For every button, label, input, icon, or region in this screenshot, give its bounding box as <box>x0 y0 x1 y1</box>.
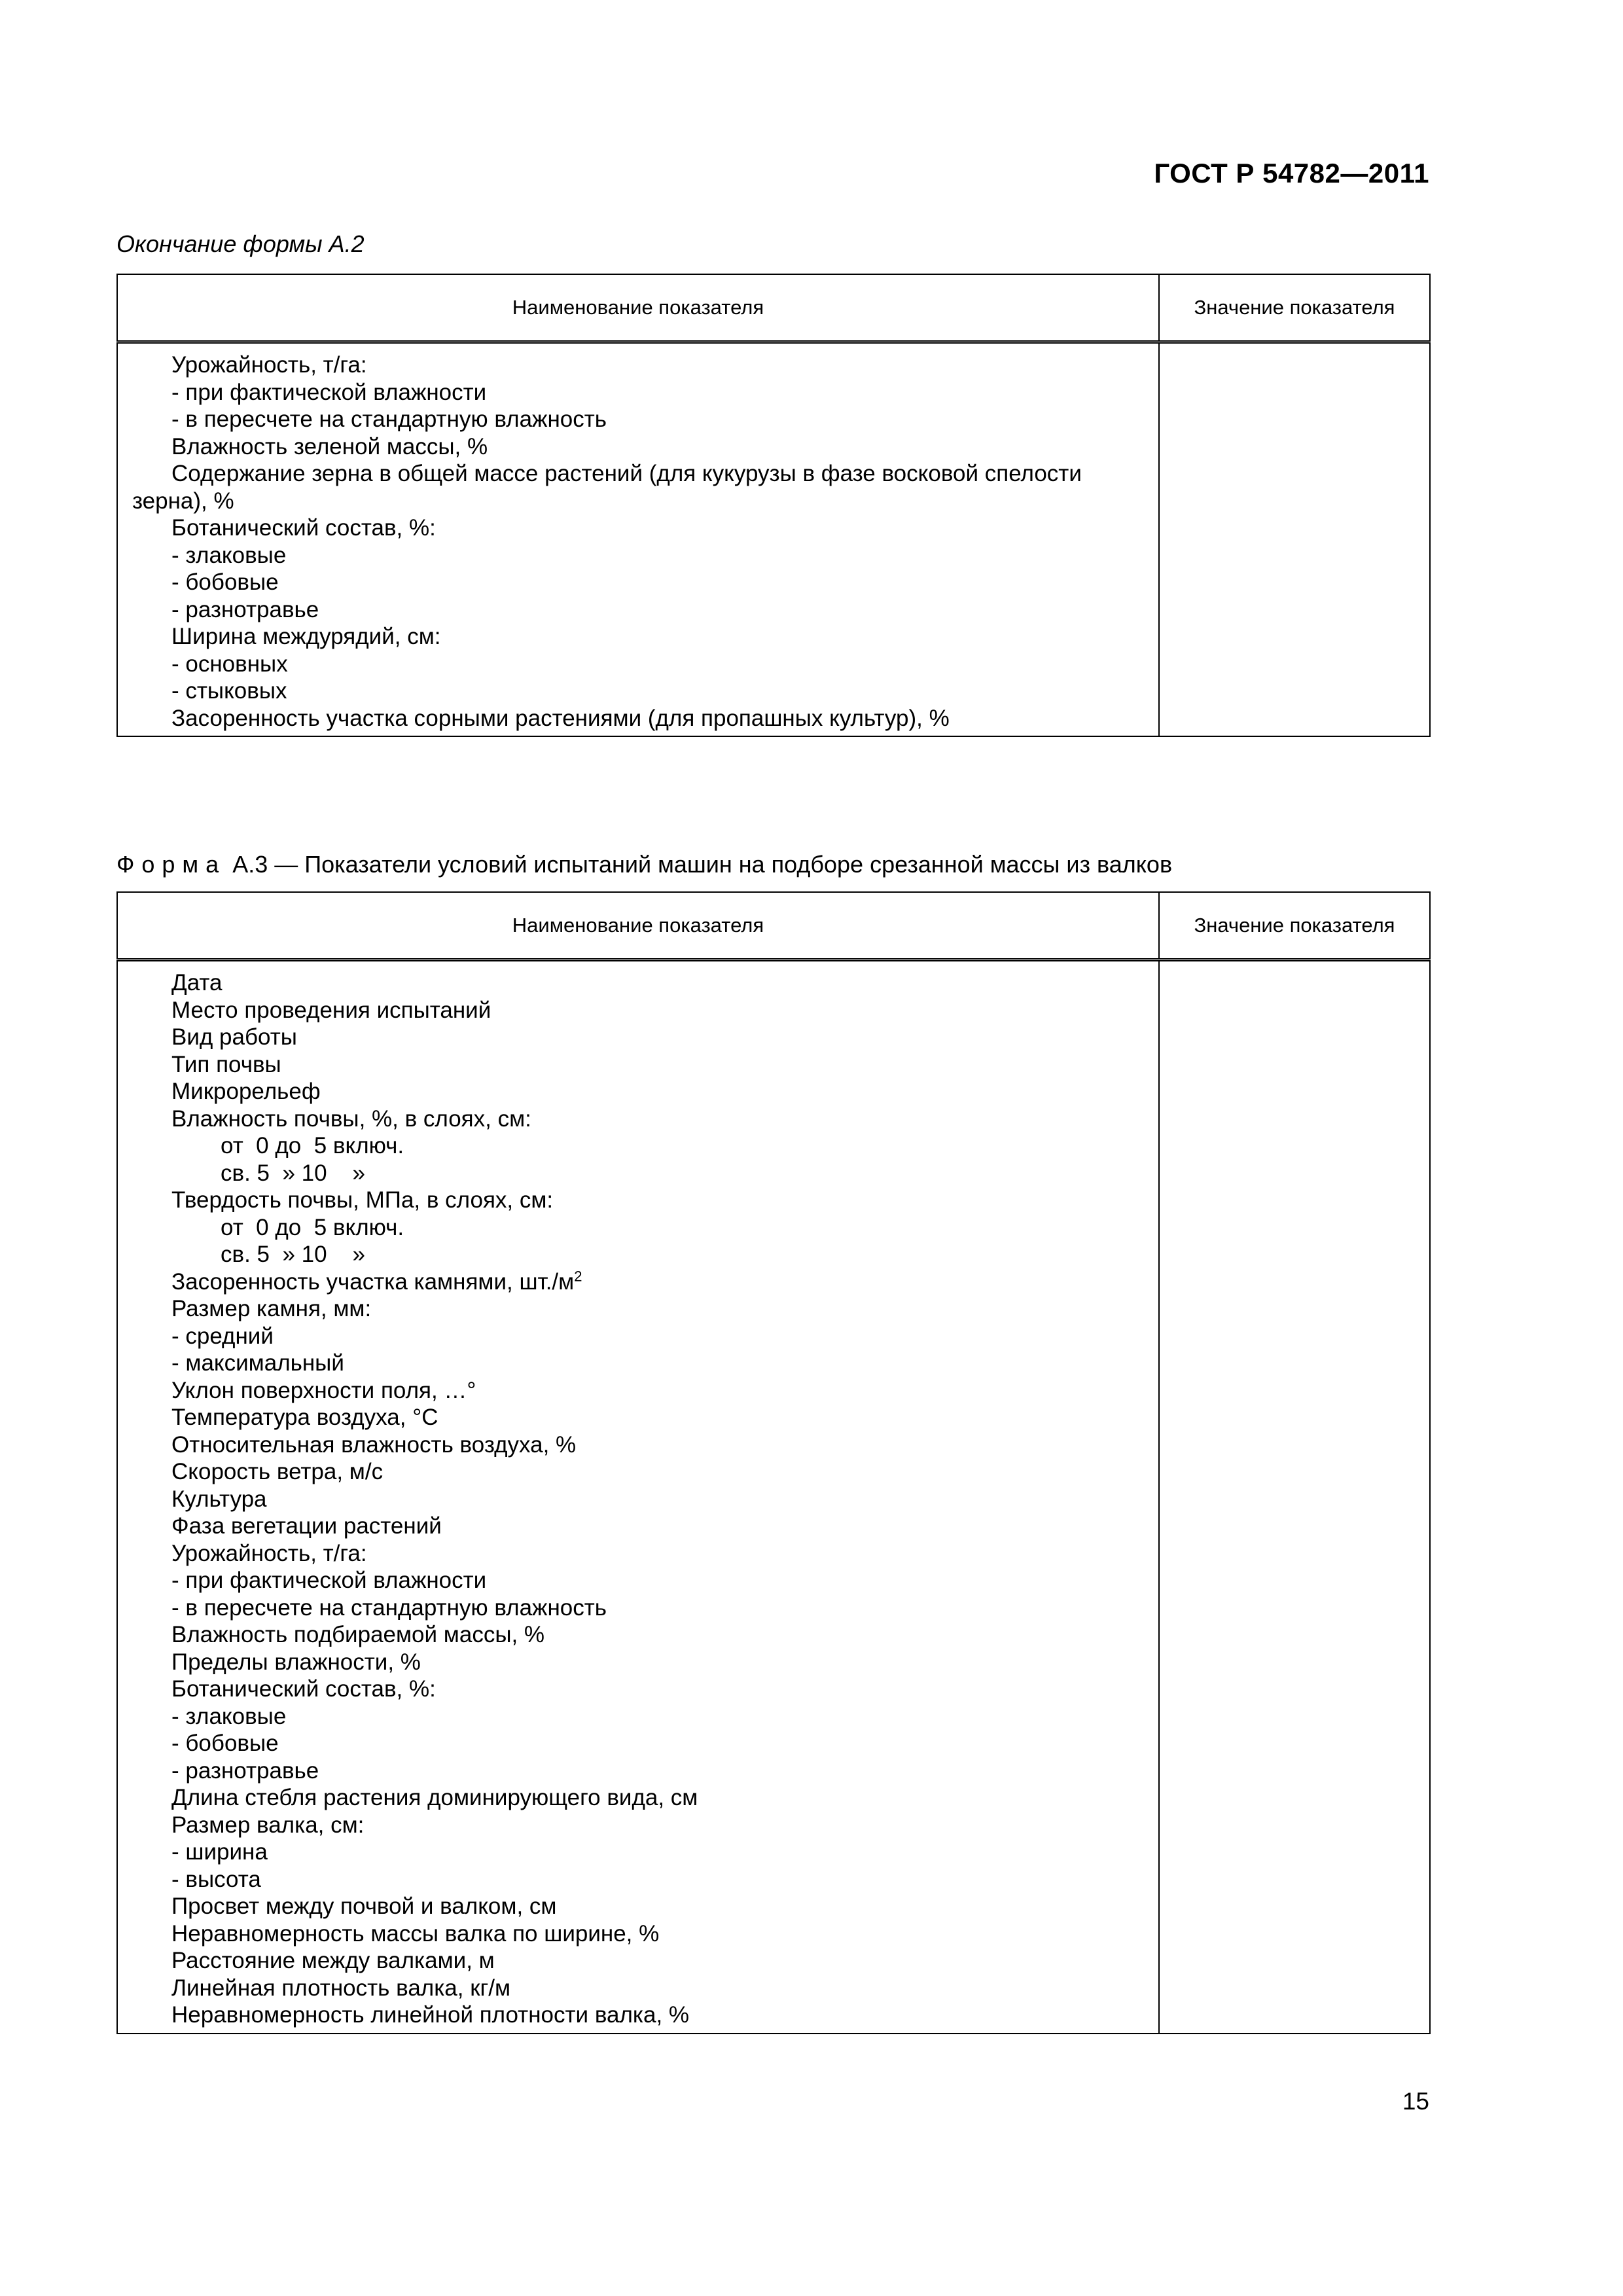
list-item: Неравномерность массы валка по ширине, % <box>171 1920 660 1946</box>
form-a3-table <box>116 891 1431 2034</box>
form-a3-caption <box>116 851 1172 878</box>
list-item: Засоренность участка сорными растениями (для пропашных культур), % <box>171 705 950 731</box>
list-item: Ботанический состав, %: <box>171 515 436 541</box>
list-item: Длина стебля растения доминирующего вида, см <box>171 1785 698 1810</box>
list-item: Ширина междурядий, см: <box>171 624 441 649</box>
standard-code: ГОСТ Р 54782—2011 <box>1154 158 1429 188</box>
list-item: Влажность почвы, %, в слоях, см: <box>171 1105 531 1132</box>
list-item: - стыковых <box>171 678 287 704</box>
list-item: Тип почвы <box>171 1051 281 1077</box>
list-item: Содержание зерна в общей массе растений (для кукурузы в фазе восковой спелости <box>171 461 1082 486</box>
list-item: от 0 до 5 включ. <box>221 1214 404 1240</box>
form-a3-caption-text: А.3 — Показатели условий испытаний машин на подборе срезанной массы из валков <box>232 851 1173 878</box>
superscript: 2 <box>574 1267 582 1284</box>
form-a2-table <box>116 274 1431 737</box>
list-item: Микрорельеф <box>171 1079 321 1104</box>
list-item: Фаза вегетации растений <box>171 1513 442 1539</box>
list-item: - разнотравье <box>171 1757 319 1784</box>
list-item: - злаковые <box>171 1703 287 1729</box>
list-item: Культура <box>171 1486 267 1512</box>
list-item: Дата <box>171 970 223 996</box>
list-item: - высота <box>171 1866 261 1892</box>
list-item: Неравномерность линейной плотности валка, % <box>171 2002 690 2028</box>
list-item: Просвет между почвой и валком, см <box>171 1893 557 1919</box>
list-item: Вид работы <box>171 1024 297 1050</box>
list-item: Пределы влажности, % <box>171 1649 421 1675</box>
indicator-values-cell <box>1159 342 1430 737</box>
form-a2-end-caption: Окончание формы А.2 <box>116 230 365 257</box>
list-item: - средний <box>171 1323 274 1349</box>
list-item: - бобовые <box>171 569 279 595</box>
list-item: - максимальный <box>171 1350 344 1376</box>
list-item: Размер валка, см: <box>171 1812 365 1838</box>
list-item: от 0 до 5 включ. <box>221 1133 404 1158</box>
list-item: - основных <box>171 651 288 677</box>
col-header-name: Наименование показателя <box>117 892 1159 960</box>
col-header-value: Значение показателя <box>1159 892 1430 960</box>
list-item: Размер камня, мм: <box>171 1296 372 1321</box>
list-item: - ширина <box>171 1839 268 1865</box>
form-a3-caption-prefix: Форма <box>116 851 226 878</box>
list-item-text: Засоренность участка камнями, шт./м <box>171 1268 575 1295</box>
list-item: св. 5 » 10 » <box>221 1160 365 1186</box>
page-number: 15 <box>1402 2088 1429 2115</box>
indicator-values-cell <box>1159 960 1430 2034</box>
list-item: зерна), % <box>132 488 234 514</box>
col-header-value: Значение показателя <box>1159 274 1430 342</box>
list-item: Урожайность, т/га: <box>171 352 367 378</box>
list-item: Твердость почвы, МПа, в слоях, см: <box>171 1187 554 1213</box>
list-item: Ботанический состав, %: <box>171 1676 436 1702</box>
list-item: Температура воздуха, °С <box>171 1405 438 1430</box>
list-item: Расстояние между валками, м <box>171 1948 495 1973</box>
list-item: - злаковые <box>171 542 287 568</box>
list-item: - при фактической влажности <box>171 1568 487 1593</box>
list-item: Влажность зеленой массы, % <box>171 433 488 459</box>
list-item: Урожайность, т/га: <box>171 1540 367 1566</box>
indicator-names-cell <box>117 960 1159 2034</box>
list-item: Относительная влажность воздуха, % <box>171 1431 577 1458</box>
col-header-name: Наименование показателя <box>117 274 1159 342</box>
list-item: - при фактической влажности <box>171 379 487 405</box>
indicator-names-cell <box>117 342 1159 737</box>
list-item: Скорость ветра, м/с <box>171 1459 383 1484</box>
list-item: - разнотравье <box>171 596 319 622</box>
list-item: Линейная плотность валка, кг/м <box>171 1975 511 2001</box>
list-item: - в пересчете на стандартную влажность <box>171 406 607 432</box>
list-item <box>118 1268 1158 1296</box>
list-item: Влажность подбираемой массы, % <box>171 1622 545 1647</box>
list-item: - в пересчете на стандартную влажность <box>171 1594 607 1621</box>
list-item: Место проведения испытаний <box>171 997 491 1023</box>
list-item: св. 5 » 10 » <box>221 1242 365 1267</box>
list-item: Уклон поверхности поля, …° <box>171 1377 476 1403</box>
list-item: - бобовые <box>171 1731 279 1756</box>
